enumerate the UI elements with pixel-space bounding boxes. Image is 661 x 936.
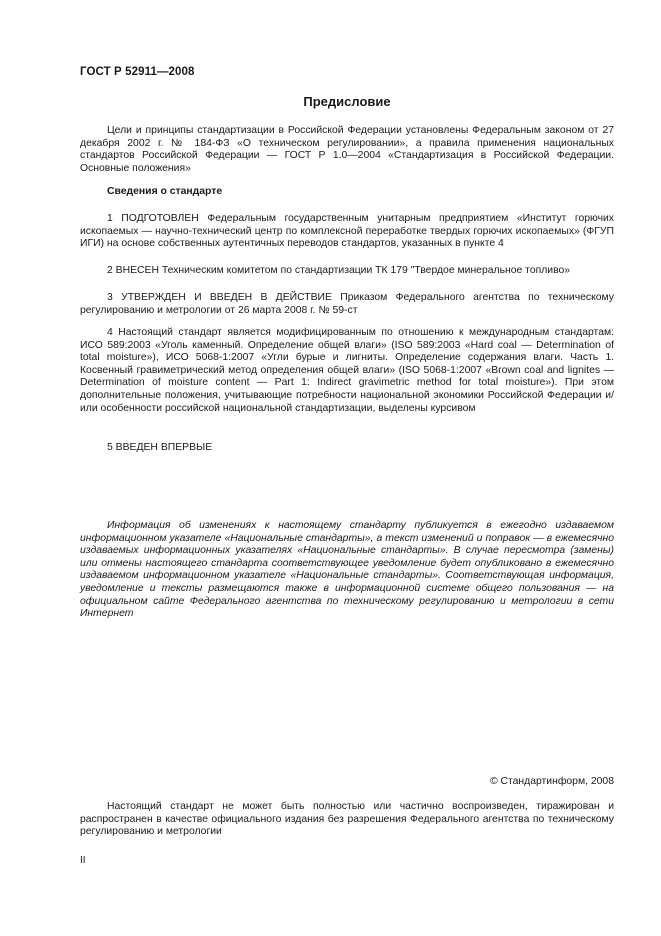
item-4: 4 Настоящий стандарт является модифицированным по отношению к международным стандартам: ИСО 589:2003 «Уголь каменный. Определение общей влаги» (ISO 589:2003 «Hard coal — Determination of total moisture»), ИСО 5068-1:2007 «Угли бурые и лигниты. Определение содержания влаги. Часть 1. Косвенный гравиметрический метод определения общей влаги» (ISO 5068-1:2007 «Brown coal and lignites — Determination of moisture content — Part 1: Indirect gravimetric method for total moisture»). При этом дополнительные положения, учитывающие потребности национальной экономики Российской Федерации и/или особенности российской национальной стандартизации, выделены курсивом — [80, 327, 614, 414]
copyright: © Стандартинформ, 2008 — [489, 776, 614, 787]
page-title: Предисловие — [303, 94, 391, 109]
notice-paragraph: Информация об изменениях к настоящему стандарту публикуется в ежегодно издаваемом информационном указателе «Национальные стандарты», а текст изменений и поправок — в ежемесячно издаваемых информационных указателях «Национальные стандарты». В случае пересмотра (замены) или отмены настоящего стандарта соответствующее уведомление будет опубликовано в ежемесячно издаваемом информационном указателе «Национальные стандарты». Соответствующая информация, уведомление и тексты размещаются также в информационной системе общего пользования — на официальном сайте Федерального агентства по техническому регулированию и метрологии в сети Интернет — [80, 520, 614, 620]
page-number: II — [80, 855, 86, 866]
item-2: 2 ВНЕСЕН Техническим комитетом по стандартизации ТК 179 "Твердое минеральное топливо» — [107, 265, 571, 276]
item-3: 3 УТВЕРЖДЕН И ВВЕДЕН В ДЕЙСТВИЕ Приказом Федерального агентства по техническому регулированию и метрологии от 26 марта 2008 г. № 59-ст — [80, 292, 614, 316]
intro-paragraph: Цели и принципы стандартизации в Российской Федерации установлены Федеральным законом от 27 декабря 2002 г. № 184-ФЗ «О техническом регулировании», а правила применения национальных стандартов Российской Федерации — ГОСТ Р 1.0—2004 «Стандартизация в Российской Федерации. Основные положения» — [80, 125, 614, 174]
reproduction-notice: Настоящий стандарт не может быть полностью или частично воспроизведен, тиражирован и распространен в качестве официального издания без разрешения Федерального агентства по техническому регулированию и метрологии — [80, 801, 614, 838]
info-heading: Сведения о стандарте — [107, 186, 223, 197]
standard-code: ГОСТ Р 52911—2008 — [80, 66, 195, 78]
item-1: 1 ПОДГОТОВЛЕН Федеральным государственным унитарным предприятием «Институт горючих ископаемых — научно-технический центр по комплексной переработке твердых горючих ископаемых» (ФГУП ИГИ) на основе собственных аутентичных переводов стандартов, указанных в пункте 4 — [80, 213, 614, 250]
item-5: 5 ВВЕДЕН ВПЕРВЫЕ — [107, 442, 213, 453]
